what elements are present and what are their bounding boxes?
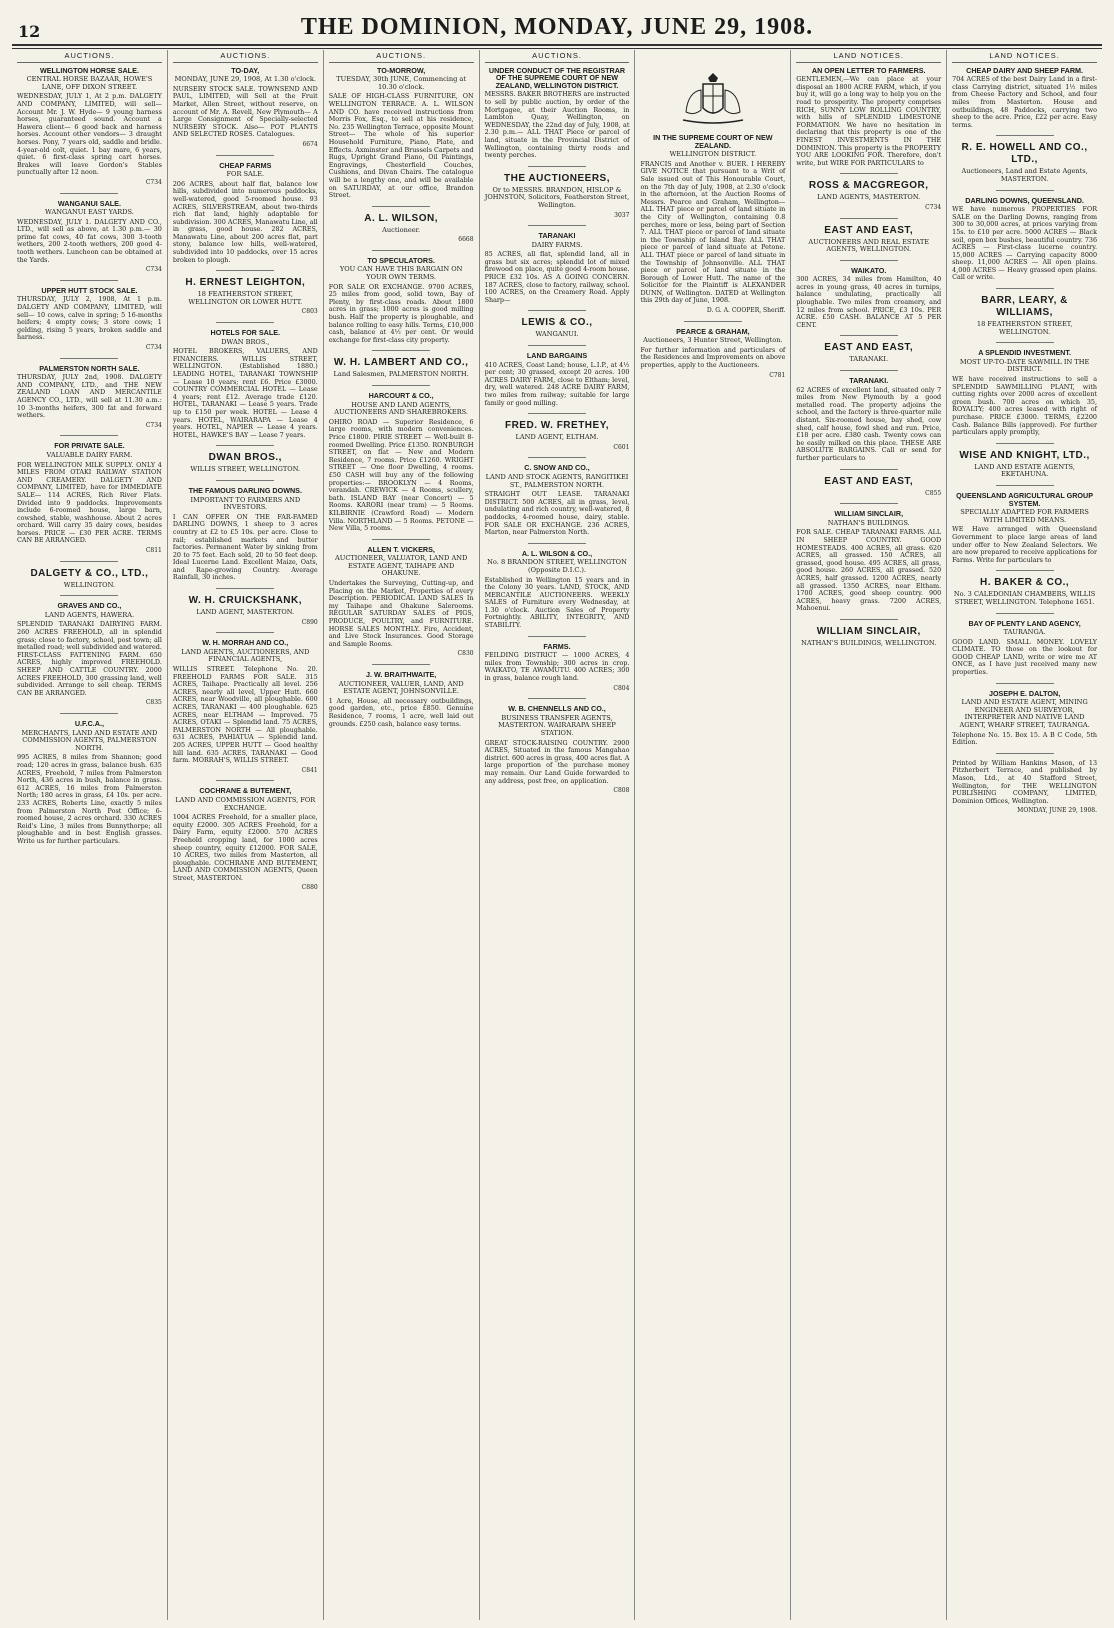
advertisement	[485, 352, 630, 407]
advertisement	[485, 643, 630, 693]
advertisement	[329, 671, 474, 728]
ad-subtitle: Land Salesmen, PALMERSTON NORTH.	[333, 370, 469, 379]
advertisement	[173, 787, 318, 892]
ad-reference: C804	[613, 684, 630, 692]
column-heading: LAND NOTICES.	[796, 50, 941, 63]
advertisement	[796, 476, 941, 498]
ad-subtitle: WELLINGTON.	[63, 580, 116, 589]
advertisement	[17, 442, 162, 554]
ad-title: WANGANUI SALE.	[57, 198, 121, 208]
ad-separator	[60, 595, 118, 596]
ad-separator	[60, 435, 118, 436]
advertisement	[640, 328, 785, 380]
ad-subtitle: NATHAN'S BUILDINGS.	[827, 518, 910, 527]
column-2	[168, 50, 324, 1620]
ad-reference: C601	[613, 443, 630, 451]
ad-title: EAST AND EAST,	[824, 475, 914, 487]
ad-separator	[840, 260, 898, 261]
ad-title: PEARCE & GRAHAM,	[676, 326, 750, 336]
ad-separator	[684, 321, 742, 322]
advertisement	[796, 377, 941, 463]
advertisement	[173, 277, 318, 316]
ad-subtitle: WELLINGTON DISTRICT.	[669, 150, 757, 159]
column-1	[12, 50, 168, 1620]
ad-title: A. L. WILSON & CO.,	[521, 548, 593, 558]
ad-title: FOR PRIVATE SALE.	[54, 441, 125, 451]
ad-reference: C734	[145, 266, 162, 274]
ad-reference: C890	[301, 618, 318, 626]
ad-body: 410 ACRES, Coast Land; house, L.I.P., at 4½ per cent; 30 grassed, except 20 acres. 100 ACRES DAIRY FARM, close to Eltham; level, dry, well watered. 248 ACRE DAIRY FARM, two miles from railway; suitable for large family or good milling.	[484, 360, 630, 407]
ad-title: W. H. CRUICKSHANK,	[188, 595, 303, 607]
advertisement	[952, 620, 1097, 677]
column-heading: AUCTIONS.	[485, 50, 630, 63]
advertisement	[640, 134, 785, 315]
ad-title: WISE AND KNIGHT, LTD.,	[959, 449, 1090, 461]
ad-body: WE have numerous PROPERTIES FOR SALE on the Darling Downs, ranging from 300 to 30,000 acres, at prices varying from 15s. to £10 per acre. 5000 ACRES — Black soil, open box bushes, beautiful country. 736 ACRES — First-class lucerne country. 15,000 ACRES — Carrying capacity 8000 sheep. 11,000 ACRES — All open plains. 4,000 ACRES — Heavy grassed open plains. Call or write.	[952, 205, 1098, 282]
advertisement	[796, 342, 941, 364]
ad-body: THURSDAY, JULY 2, 1908, At 1 p.m. DALGETY AND COMPANY, LIMITED, will sell— 10 cows, calve in spring; 5 16-months heifers; 4 empty cows; 3 store cows; 1 gelding, rising 5 years, broken saddle and harness.	[17, 295, 162, 342]
ad-title: GRAVES AND CO.,	[57, 601, 122, 611]
ad-body: 300 ACRES, 34 miles from Hamilton, 40 acres in young grass, 40 acres in turnips, balance undulating, practically all ploughable. Two miles from creamery, and 12 miles from school. PRICE, £3 10s. PER ACRE. £50 CASH. BALANCE AT 5 PER CENT.	[796, 275, 942, 329]
ad-subtitle: LAND AND ESTATE AGENTS, EKETAHUNA.	[974, 462, 1075, 479]
ad-title: THE AUCTIONEERS,	[504, 172, 610, 184]
ad-reference: C811	[145, 547, 162, 555]
ad-title: TARANAKI	[538, 231, 576, 241]
ad-title: WILLIAM SINCLAIR,	[816, 625, 921, 637]
ad-title: DALGETY & CO., LTD.,	[30, 567, 149, 579]
ad-separator	[372, 664, 430, 665]
advertisement	[329, 546, 474, 658]
ad-reference: C781	[769, 371, 786, 379]
column-5	[635, 50, 791, 1620]
ad-body: WEDNESDAY, JULY 1. DALGETY AND CO., LTD., will sell as above, at 1.30 p.m.— 30 prime fat cows, 40 fat cows, 300 3-tooth wethers, 200 2-tooth wethers, 200 good 4-tooth wethers. Luncheon can be obtained at the Yards.	[17, 217, 162, 264]
ad-body: HOTEL BROKERS, VALUERS, AND FINANCIERS. WILLIS STREET, WELLINGTON. (Established 1880.) LEADING HOTEL, TARANAKI TOWNSHIP — Lease 10 years; rent £6. Price £3000. COUNTRY COMMERCIAL HOTEL — Lease 4 years; rent £12. Average trade £120. HOTEL, TARANAKI — Lease 5 years. Trade up to £150 per week. HOTEL — Lease 4 years. HOTEL, WAIRARAPA — Lease 4 years. HOTEL, NAPIER — Lease 4 years. HOTEL, HAWKE'S BAY — Lease 7 years.	[172, 347, 318, 439]
advertisement	[17, 568, 162, 590]
advertisement	[485, 67, 630, 160]
ad-separator	[216, 155, 274, 156]
ad-subtitle: LAND AGENTS, HAWERA.	[44, 610, 135, 619]
ad-reference: C880	[301, 884, 318, 892]
advertisement	[952, 760, 1097, 815]
advertisement	[796, 626, 941, 648]
ad-body: GREAT STOCK-RAISING COUNTRY. 2900 ACRES, Situated in the famous Mangahao district. 600 acres in grass, 400 acres flat. A large proportion of the purchase money may remain. Our Land Guide forwarded to any address, post free, on application.	[484, 738, 630, 785]
ad-subtitle: 18 FEATHERSTON STREET, WELLINGTON.	[976, 320, 1073, 336]
advertisement	[329, 213, 474, 244]
royal-arms-crest-icon	[668, 70, 758, 130]
advertisement	[952, 492, 1097, 564]
ad-reference: MONDAY, JUNE 29, 1908.	[1017, 807, 1098, 815]
ad-body: MESSRS. BAKER BROTHERS are instructed to sell by public auction, by order of the Mortgagee, at their Auction Rooms, in Lambton Quay, Wellington, on WEDNESDAY, the 22nd day of July, 1908, at 2.30 p.m.— ALL THAT Piece or parcel of land, situate in the Provincial District of Wellington, containing thirty roods and twenty perches.	[484, 90, 630, 160]
ad-title: EAST AND EAST,	[824, 224, 914, 236]
advertisement	[485, 705, 630, 795]
ad-body: 704 ACRES of the best Dairy Land in a first-class Carrying district, situated 1½ miles from Cheese Factory and School, and four miles from Masterton. House and outbuildings, 48 Paddocks, carrying two sheep to the acre. Price, £22 per acre. Easy terms.	[952, 75, 1098, 129]
ad-body: STRAIGHT OUT LEASE. TARANAKI DISTRICT. 500 ACRES, all in grass, level, undulating and rich country, well-watered, 8 paddocks, 4-roomed house, dairy, stable. FOR SALE OR EXCHANGE. 236 ACRES, Marton, near Palmerston North.	[484, 490, 630, 537]
ad-separator	[528, 166, 586, 167]
ad-body: GOOD LAND. SMALL MONEY. LOVELY CLIMATE. TO those on the lookout for GOOD CHEAP LAND, write or wire me AT ONCE, as I have just received many new properties.	[952, 637, 1098, 677]
ad-title: J. W. BRAITHWAITE,	[366, 670, 437, 679]
column-heading: LAND NOTICES.	[952, 50, 1097, 63]
column-6	[791, 50, 947, 1620]
ad-subtitle: WILLIS STREET, WELLINGTON.	[190, 465, 301, 474]
ad-title: FARMS.	[543, 641, 571, 651]
ad-body: THURSDAY, JULY 2nd, 1908. DALGETY AND COMPANY, LTD., and THE NEW ZEALAND LOAN AND MERCANTILE AGENCY CO., LTD., will sell at 11.30 a.m.: 10 3-months heifers, 300 fat and forward wethers.	[17, 373, 162, 420]
ad-subtitle: Auctioneer.	[382, 225, 421, 234]
ad-subtitle: LAND AGENT, ELTHAM.	[515, 433, 599, 442]
ad-body: WILLIS STREET. Telephone No. 20. FREEHOLD FARMS FOR SALE. 315 ACRES, Taihape. Practically all level. 256 ACRES, nearly all level, Upper Hutt. 660 ACRES, near Woodville, all ploughable. 600 ACRES, TARANAKI — 400 ploughable. 625 ACRES, near ELTHAM — Improved. 75 ACRES, OTAKI — Splendid land. 75 ACRES, PALMERSTON NORTH — All ploughable. 631 ACRES, PAHIATUA — Splendid land. 205 ACRES, UPPER HUTT — Good healthy hill land. 635 ACRES, TARANAKI — Good farm. MORRAH'S, WILLIS STREET.	[172, 665, 318, 765]
advertisement	[173, 162, 318, 265]
ad-title: W. H. LAMBERT AND CO.,	[333, 357, 469, 369]
ad-body: GENTLEMEN,—We can place at your disposal an 1800 ACRE FARM, which, if you buy it, will go a long way to help you on the road to prosperity. The property comprises RICH, SUNNY LOW ROLLING COUNTRY, with hills of SPLENDID LIMESTONE FORMATION. We have no hesitation in declaring that this property is one of the FINEST INVESTMENTS IN THE DOMINION. This property is the PROPERTY YOU ARE LOOKING FOR. Therefore, don't write, but WIRE FOR PARTICULARS to	[796, 75, 942, 167]
column-heading: AUCTIONS.	[329, 50, 474, 63]
ad-reference: C734	[145, 421, 162, 429]
ad-subtitle: IMPORTANT TO FARMERS AND INVESTORS.	[190, 495, 301, 512]
ad-separator	[528, 310, 586, 311]
ad-subtitle: LAND AGENT, MASTERTON.	[196, 608, 295, 617]
masthead	[0, 0, 1114, 41]
advertisement	[952, 67, 1097, 130]
ad-body: 1004 ACRES Freehold, for a smaller place, equity £2000. 305 ACRES Freehold, for a Dairy Farm, equity £2000. 570 ACRES Freehold cropping land, for 1000 acres sheep country, equity £12000. FOR SALE, 10 ACRES, two miles from Masterton, all ploughable. COCHRANE AND BUTEMENT, LAND AND COMMISSION AGENTS, Queen Street, MASTERTON.	[172, 813, 318, 882]
ad-subtitle: LAND AND STOCK AGENTS, RANGITIKEI ST., PALMERSTON NORTH.	[485, 472, 629, 489]
advertisement	[952, 349, 1097, 437]
advertisement	[796, 180, 941, 211]
ad-subtitle: 18 FEATHERSTON STREET, WELLINGTON OR LOWER HUTT.	[188, 290, 303, 306]
advertisement	[329, 392, 474, 533]
ad-reference: 6674	[302, 140, 318, 148]
ad-title: A SPLENDID INVESTMENT.	[978, 348, 1071, 358]
ad-reference: C841	[301, 766, 318, 774]
ad-separator	[60, 561, 118, 562]
advertisement	[952, 450, 1097, 479]
ad-separator	[372, 206, 430, 207]
ad-subtitle: No. 3 CALEDONIAN CHAMBERS, WILLIS STREET, WELLINGTON. Telephone 1651.	[953, 590, 1096, 606]
ad-separator	[528, 457, 586, 458]
ad-separator	[996, 570, 1054, 571]
ad-body: WE have received instructions to sell a SPLENDID SAWMILLING PLANT, with cutting rights over 2000 acres of excellent green bush. 700 acres on which 35, ROYALTY; 400 acres leased with right of purchase. PRICE £3000. TERMS, £2200 Cash. Balance Bills (approved). For further particulars apply promptly,	[952, 375, 1098, 437]
ad-reference: C803	[301, 308, 318, 316]
ad-reference: C808	[613, 787, 630, 795]
ad-separator	[372, 539, 430, 540]
ad-separator	[372, 385, 430, 386]
ad-body: 995 ACRES, 8 miles from Shannon; good road; 120 acres in grass, balance bush. 635 ACRES, Freehold, 7 miles from Palmerston North, 436 acres in bush, balance in grass. 612 ACRES, 16 miles from Palmerston North; 180 acres in grass, £4 10s. per acre. 233 ACRES, Roberts Line, exactly 5 miles from Palmerston North Post Office; 6-roomed house, 2 acres orchard. 330 ACRES Reid's Line, 3 miles from Bunnythorpe; all ploughable and in best English grasses. Write us for further particulars.	[17, 753, 162, 845]
ad-separator	[996, 753, 1054, 754]
newspaper-columns	[12, 50, 1102, 1620]
ad-subtitle: DWAN BROS.,	[221, 337, 270, 346]
advertisement	[17, 602, 162, 707]
ad-separator	[996, 443, 1054, 444]
ad-separator	[840, 218, 898, 219]
ad-separator	[216, 322, 274, 323]
ad-title: WILLIAM SINCLAIR,	[834, 509, 904, 519]
advertisement	[796, 225, 941, 254]
ad-subtitle: WANGANUI EAST YARDS.	[45, 208, 134, 217]
ad-reference: C734	[925, 203, 942, 211]
ad-separator	[60, 358, 118, 359]
advertisement	[952, 142, 1097, 183]
ad-separator	[840, 619, 898, 620]
advertisement	[485, 232, 630, 304]
ad-subtitle: LAND AND COMMISSION AGENTS, FOR EXCHANGE.	[175, 795, 316, 812]
page-number: 12	[18, 22, 41, 41]
ad-body: 1 Acre, House, all necessary outbuildings, good garden, etc., price £850. Genuine Residence, 7 rooms, 1 acre, well laid out grounds. £250 cash, balance easy terms.	[328, 696, 474, 728]
ad-subtitle: AUCTIONEER, VALUER, LAND, AND ESTATE AGENT, JOHNSONVILLE.	[338, 679, 464, 696]
ad-reference: 6668	[458, 236, 474, 244]
ad-separator	[996, 135, 1054, 136]
advertisement	[173, 487, 318, 582]
ad-body: SALE OF HIGH-CLASS FURNITURE, ON WELLINGTON TERRACE. A. L. WILSON AND CO. have received instructions from Morris Fox, Esq., to sell at his residence, No. 235 Wellington Terrace, opposite Mount Street— The whole of his superior Household Furniture, Piano, Plate, and Effects. Axminster and Brussels Carpets and Rugs, Upright Grand Piano, Oil Paintings, Engravings, Chesterfield Couches, Cushions, and Divan Chairs. The catalogue will be a lengthy one, and will be available on SATURDAY, at our office, Brandon Street.	[328, 92, 474, 200]
ad-body: For further information and particulars of the Residences and Improvements on above properties, apply to the Auctioneers.	[640, 345, 786, 370]
ad-body: OHIRO ROAD — Superior Residence, 6 large rooms, with modern conveniences. Price £1800. PIRIE STREET — Well-built 8-roomed Dwelling. Price £1350. RONBURGH STREET, on flat — New and Modern Residence, 7 rooms. Price £1260. WRIGHT STREET — One floor Dwelling, 4 rooms. £50 CASH will buy any of the following properties:— BROOKLYN — 4 Rooms, verandah. CREWICK — 4 Rooms, scullery, bath. ISLAND BAY (near Concert) — 5 Rooms. KARORI (near tram) — 5 Rooms. KILBIRNIE (Crawford Road) — Modern Villa. NORTHLAND — 5 Rooms. PETONE — New Villa, 5 rooms.	[328, 417, 474, 533]
ad-subtitle: VALUABLE DAIRY FARM.	[46, 450, 133, 459]
column-7	[947, 50, 1102, 1620]
advertisement	[952, 690, 1097, 747]
advertisement	[796, 67, 941, 168]
ad-body: Established in Wellington 15 years and in the Colony 30 years. LAND, STOCK, AND MERCANTILE AUCTIONEERS. WEEKLY SALES of Furniture every Wednesday, at 1.30 o'clock. Auction Sales of Property Fortnightly. ABILITY, INTEGRITY, AND STABILITY.	[484, 575, 630, 630]
ad-title: UPPER HUTT STOCK SALE.	[41, 285, 138, 295]
ad-title: COCHRANE & BUTEMENT,	[199, 786, 292, 796]
ad-title: ALLEN T. VICKERS,	[367, 544, 435, 554]
ad-subtitle: Auctioneers, Land and Estate Agents, MASTERTON.	[961, 167, 1088, 183]
advertisement	[329, 357, 474, 379]
ad-separator	[996, 342, 1054, 343]
ad-body: SPLENDID TARANAKI DAIRYING FARM. 260 ACRES FREEHOLD, all in splendid grass; close to factory, school, post town; all metalled road; well subdivided and watered. FIRST-CLASS FATTENING FARM. 650 ACRES, highly improved FREEHOLD. SHEEP AND CATTLE COUNTRY. 2000 ACRES FREEHOLD, 300 grassing land, well subdivided. Arrange to sell cheap. TERMS CAN BE ARRANGED.	[17, 620, 162, 697]
ad-body: Printed by William Hankins Mason, of 13 Pitzherbert Terrace, and published by Mason, Ltd., at 40 Stafford Street, Wellington, for THE WELLINGTON PUBLISHING COMPANY, LIMITED, Dominion Offices, Wellington.	[952, 758, 1098, 805]
ad-subtitle: Or to MESSRS. BRANDON, HISLOP & JOHNSTON, Solicitors, Featherston Street, Wellington.	[484, 185, 630, 209]
ad-separator	[528, 698, 586, 699]
ad-subtitle: TAURANGA.	[1003, 628, 1046, 637]
advertisement	[173, 67, 318, 149]
advertisement	[485, 550, 630, 630]
newspaper-title: THE DOMINION, MONDAY, JUNE 29, 1908.	[300, 14, 814, 40]
ad-body: Telephone No. 15. Box 15. A B C Code, 5th Edition.	[952, 730, 1098, 747]
ad-separator	[216, 632, 274, 633]
ad-subtitle: CENTRAL HORSE BAZAAR, HOWE'S LANE, OFF DIXON STREET.	[26, 75, 153, 91]
ad-separator	[996, 613, 1054, 614]
ad-title: QUEENSLAND AGRICULTURAL GROUP SYSTEM.	[956, 490, 1093, 508]
ad-title: A. L. WILSON,	[364, 212, 438, 224]
advertisement	[485, 173, 630, 219]
ad-body: WE Have arranged with Queensland Government to place large areas of land under offer to New Zealand Selectors. We are now prepared to receive applications for Farms. Write for particulars to	[952, 525, 1098, 564]
ad-reference: C855	[925, 489, 942, 497]
ad-subtitle: HOUSE AND LAND AGENTS, AUCTIONEERS AND SHAREBROKERS.	[334, 400, 469, 417]
ad-reference: C835	[145, 699, 162, 707]
ad-subtitle: TARANAKI.	[849, 355, 889, 364]
ad-body: FRANCIS and Another v. BUER. I HEREBY GIVE NOTICE that pursuant to a Writ of Sale issued out of This Honourable Court, on the 7th day of July, 1908, at 2.30 o'clock in the afternoon, at the Auction Rooms of Messrs. Pearce and Graham, Wellington— ALL THAT piece or parcel of land situate in the City of Wellington, containing 0.8 perches, more or less, being part of Section 7. ALL THAT piece or parcel of land situate in the Township of Island Bay. ALL THAT piece or parcel of land situate at Petone. ALL THAT piece or parcel of land situate in the Township of Johnsonville. ALL THAT piece or parcel of land situate in the Borough of Lower Hutt. The name of the Solicitor for the Plaintiff is ALEXANDER DUNN, of Wellington. DATED at Wellington this 29th day of June, 1908.	[640, 159, 786, 305]
ad-body: FOR SALE OR EXCHANGE. 9700 ACRES, 25 miles from good, solid town, Bay of Plenty, by first-class roads. About 1800 acres in grass; 1000 acres is good milling bush. Half the property is ploughable, and balance rolling to easy hills. Terms, £10,000 cash, balance at 4½ per cent. Or would exchange for first-class city property.	[328, 282, 474, 344]
ad-body: FOR SALE. CHEAP TARANAKI FARMS. ALL IN SHEEP COUNTRY. GOOD HOMESTEADS. 400 ACRES, all grass. 620 ACRES, all grassed. 150 ACRES, all grassed, good house. 495 ACRES, all grass, good house. 260 ACRES, all grassed. 520 ACRES, half grassed. 1200 ACRES, nearly all grassed. 1350 ACRES, near Eltham. 1700 ACRES, good sheep country. 900 ACRES, heavy grass. 7200 ACRES, Mahoenui.	[796, 528, 942, 613]
ad-title: ROSS & MACGREGOR,	[808, 180, 929, 192]
ad-separator	[60, 713, 118, 714]
ad-separator	[372, 250, 430, 251]
ad-title: BARR, LEARY, & WILLIAMS,	[981, 295, 1068, 319]
ad-separator	[216, 270, 274, 271]
ad-body: NURSERY STOCK SALE. TOWNSEND AND PAUL, LIMITED, will Sell at the Fruit Market, Allen Street, without reserve, on account of Mr. A. Revell, New Plymouth— A Large Consignment of Specially-selected NURSERY STOCK. Also— POT PLANTS AND SELECTED ROSES. Catalogues.	[172, 84, 318, 139]
ad-title: TO SPECULATORS.	[367, 255, 435, 265]
ad-subtitle: BUSINESS TRANSFER AGENTS, MASTERTON. WAIRARAPA SHEEP STATION.	[498, 713, 616, 737]
ad-title: THE FAMOUS DARLING DOWNS.	[188, 485, 302, 495]
advertisement	[952, 197, 1097, 283]
column-heading: AUCTIONS.	[173, 50, 318, 63]
ad-subtitle: No. 8 BRANDON STREET, WELLINGTON (Opposite D.I.C.).	[487, 558, 627, 574]
ad-separator	[528, 345, 586, 346]
advertisement	[17, 365, 162, 430]
ad-subtitle: YOU CAN HAVE THIS BARGAIN ON YOUR OWN TERMS.	[339, 265, 463, 282]
advertisement	[329, 257, 474, 345]
ad-separator	[996, 288, 1054, 289]
ad-separator	[996, 683, 1054, 684]
ad-separator	[840, 503, 898, 504]
ad-body: Undertakes the Surveying, Cutting-up, and Placing on the Market, Properties of every Description. PERIODICAL LAND SALES In my Taihape and Ohakune Salerooms. REGULAR SATURDAY SALES of PIGS, PRODUCE, POULTRY, and FURNITURE. HORSE SALES MONTHLY. Fire, Accident, and Live Stock Insurances. Good Storage and Sample Rooms.	[328, 579, 474, 648]
ad-title: W. B. CHENNELLS AND CO.,	[508, 704, 606, 714]
column-4	[480, 50, 636, 1620]
ad-separator	[528, 225, 586, 226]
advertisement	[952, 577, 1097, 606]
ad-separator	[840, 173, 898, 174]
ad-body: I CAN OFFER ON THE FAR-FAMED DARLING DOWNS, 1 sheep to 3 acres country at £2 to £5 10s. per acre. Close to rail; established markets and butter factories. Permanent Water by sinking from 20 to 75 feet. Each sold, 20 to 50 feet deep. Ideal Lucerne Land. Excellent Maize, Oats, and Rape-growing Country. Average Rainfall, 30 inches.	[172, 512, 318, 582]
ad-separator	[60, 193, 118, 194]
ad-body: 206 ACRES, about half flat, balance low hills, subdivided into numerous paddocks, well-watered, good 5-roomed house. 93 ACRES, SILVERSTREAM, about two-thirds rich flat land, highly adaptable for subdivision. 300 ACRES, Manawatu Line, all in grass, good house. 282 ACRES, Manawatu Line, about 200 acres flat, part stony, balance low hills, well-watered, subdivided into 10 paddocks, over 15 acres broken to plough.	[172, 179, 318, 264]
ad-title: CHEAP FARMS	[219, 160, 272, 170]
ad-title: C. SNOW AND CO.,	[524, 463, 590, 473]
advertisement	[17, 67, 162, 187]
advertisement	[173, 595, 318, 626]
advertisement	[485, 317, 630, 339]
ad-title: WELLINGTON HORSE SALE.	[39, 65, 139, 75]
ad-title: TO-DAY,	[231, 65, 260, 75]
ad-title: JOSEPH E. DALTON,	[988, 688, 1061, 698]
ad-separator	[528, 543, 586, 544]
ad-subtitle: MERCHANTS, LAND AND ESTATE AND COMMISSION AGENTS, PALMERSTON NORTH.	[21, 728, 158, 752]
ad-separator	[840, 370, 898, 371]
column-3	[324, 50, 480, 1620]
ad-title: PALMERSTON NORTH SALE.	[39, 363, 140, 373]
ad-body: 85 ACRES, all flat, splendid land, all in grass but six acres; splendid lot of mixed firewood on place, quite good 4-room house. PRICE £32 10s. AS A GOING CONCERN. 187 ACRES, close to factory, railway, school. 100 ACRES, on the Creamery Road. Apply Sharp—	[484, 250, 630, 304]
ad-subtitle: LAND AGENTS, AUCTIONEERS, AND FINANCIAL AGENTS,	[181, 647, 310, 664]
ad-subtitle: MOST UP-TO-DATE SAWMILL IN THE DISTRICT.	[959, 357, 1090, 374]
ad-subtitle: Auctioneers, 3 Hunter Street, Wellington.	[643, 336, 783, 345]
ad-subtitle: DAIRY FARMS.	[531, 240, 583, 249]
ad-separator	[372, 350, 430, 351]
ad-title: H. ERNEST LEIGHTON,	[185, 277, 306, 289]
advertisement	[17, 200, 162, 274]
ad-title: DWAN BROS.,	[208, 452, 282, 464]
ad-separator	[60, 280, 118, 281]
ad-subtitle: LAND AND ESTATE AGENT, MINING ENGINEER AND SURVEYOR, INTERPRETER AND NATIVE LAND AGENT, WHARF STREET, TAURANGA.	[959, 698, 1090, 730]
ad-separator	[216, 445, 274, 446]
ad-subtitle: FOR SALE.	[226, 170, 265, 179]
ad-title: WAIKATO.	[851, 265, 887, 275]
ad-subtitle: LAND AGENTS, MASTERTON.	[817, 193, 921, 202]
ad-body: 62 ACRES of excellent land, situated only 7 miles from New Plymouth by a good metalled road. The property adjoins the school, and the factory is three-quarter mile distant. Six-roomed house, bay shed, cow shed, calf house, fowl shed and run. Price, £18 per acre. £380 cash. Twenty cows can be easily milked on this place. THESE ARE ABSOLUTE BARGAINS. Call or send for further particulars to	[796, 385, 942, 462]
ad-title: EAST AND EAST,	[824, 342, 914, 354]
ad-separator	[216, 780, 274, 781]
ad-title: BAY OF PLENTY LAND AGENCY,	[968, 618, 1081, 628]
advertisement	[485, 420, 630, 451]
advertisement	[796, 267, 941, 330]
ad-subtitle: SPECIALLY ADAPTED FOR FARMERS WITH LIMITED MEANS.	[960, 508, 1089, 524]
ad-title: FRED. W. FRETHEY,	[504, 420, 610, 432]
ad-title: CHEAP DAIRY AND SHEEP FARM.	[966, 65, 1084, 75]
masthead-rule	[12, 44, 1102, 49]
ad-reference: 3037	[614, 211, 630, 219]
ad-separator	[840, 469, 898, 470]
ad-title: H. BAKER & CO.,	[980, 577, 1070, 589]
advertisement	[952, 295, 1097, 336]
ad-separator	[216, 588, 274, 589]
ad-separator	[216, 480, 274, 481]
ad-body: FOR WELLINGTON MILK SUPPLY. ONLY 4 MILES FROM OTAKI RAILWAY STATION AND CREAMERY. DALGETY AND COMPANY, LIMITED, have for IMMEDIATE SALE— 114 ACRES, Rich River Flats. Divided into 9 paddocks. Improvements include 6-roomed house, large barn, cowshed, stable, washhouse. About 2 acres orchard. Will carry 35 dairy cows, besides horses. PRICE — £30 PER ACRE. TERMS CAN BE ARRANGED.	[17, 460, 162, 545]
ad-reference: D. G. A. COOPER, Sheriff.	[706, 307, 786, 315]
ad-body: FEILDING DISTRICT — 1000 ACRES, 4 miles from Township; 300 acres in crop. WAIKATO, TE AWAMUTU. 400 ACRES; 300 in grass, balance rough land.	[484, 651, 630, 683]
ad-body: WEDNESDAY, JULY 1, At 2 p.m. DALGETY AND COMPANY, LIMITED, will sell— Account Mr. J. W. Hyde— 9 young harness horses, guaranteed sound. Account a Hawera client— 6 good back and harness horses. Account other vendors— 3 draught horses. Pony, 7 years old, saddle and bridle. 4-year-old colt, quiet. 1 bay mare, 6 years, quiet. 6 first-class spring cart horses. Brakes will leave Gordon's Stables punctually after 12 noon.	[17, 92, 162, 177]
ad-subtitle: NATHAN'S BUILDINGS, WELLINGTON.	[801, 638, 937, 647]
ad-title: AN OPEN LETTER TO FARMERS.	[811, 65, 926, 75]
ad-reference: C830	[457, 650, 474, 658]
ad-title: TARANAKI.	[849, 376, 889, 386]
ad-title: R. E. HOWELL AND CO., LTD.,	[961, 142, 1088, 166]
ad-title: TO-MORROW,	[377, 65, 426, 75]
advertisement	[17, 720, 162, 846]
advertisement	[329, 67, 474, 200]
advertisement	[485, 464, 630, 536]
ad-reference: C734	[145, 178, 162, 186]
ad-title: DARLING DOWNS, QUEENSLAND.	[965, 195, 1084, 205]
ad-separator	[996, 190, 1054, 191]
advertisement	[796, 510, 941, 613]
ad-subtitle: MONDAY, JUNE 29, 1908, At 1.30 o'clock.	[174, 75, 316, 84]
ad-separator	[996, 485, 1054, 486]
ad-separator	[528, 413, 586, 414]
ad-title: IN THE SUPREME COURT OF NEW ZEALAND.	[653, 133, 773, 150]
ad-separator	[840, 335, 898, 336]
ad-title: HARCOURT & CO.,	[368, 391, 434, 400]
ad-subtitle: AUCTIONEERS AND REAL ESTATE AGENTS, WELLINGTON.	[808, 237, 930, 254]
ad-title: U.F.C.A.,	[74, 718, 104, 728]
ad-title: HOTELS FOR SALE.	[210, 328, 281, 338]
column-heading: AUCTIONS.	[17, 50, 162, 63]
ad-subtitle: AUCTIONEER, VALUATOR, LAND AND ESTATE AGENT, TAIHAPE AND OHAKUNE.	[335, 554, 468, 578]
ad-separator	[528, 636, 586, 637]
ad-subtitle: WANGANUI.	[535, 330, 579, 339]
advertisement	[173, 639, 318, 774]
advertisement	[173, 452, 318, 474]
ad-subtitle: TUESDAY, 30th JUNE, Commencing at 10.30 o'clock.	[336, 75, 467, 91]
advertisement	[173, 329, 318, 439]
advertisement	[17, 287, 162, 352]
ad-reference: C734	[145, 344, 162, 351]
ad-title: LEWIS & CO.,	[521, 317, 593, 329]
ad-title: W. H. MORRAH AND CO.,	[202, 638, 289, 648]
ad-title: UNDER CONDUCT OF THE REGISTRAR OF THE SUPREME COURT OF NEW ZEALAND, WELLINGTON DISTRICT.	[488, 65, 626, 90]
ad-title: LAND BARGAINS	[526, 351, 588, 361]
